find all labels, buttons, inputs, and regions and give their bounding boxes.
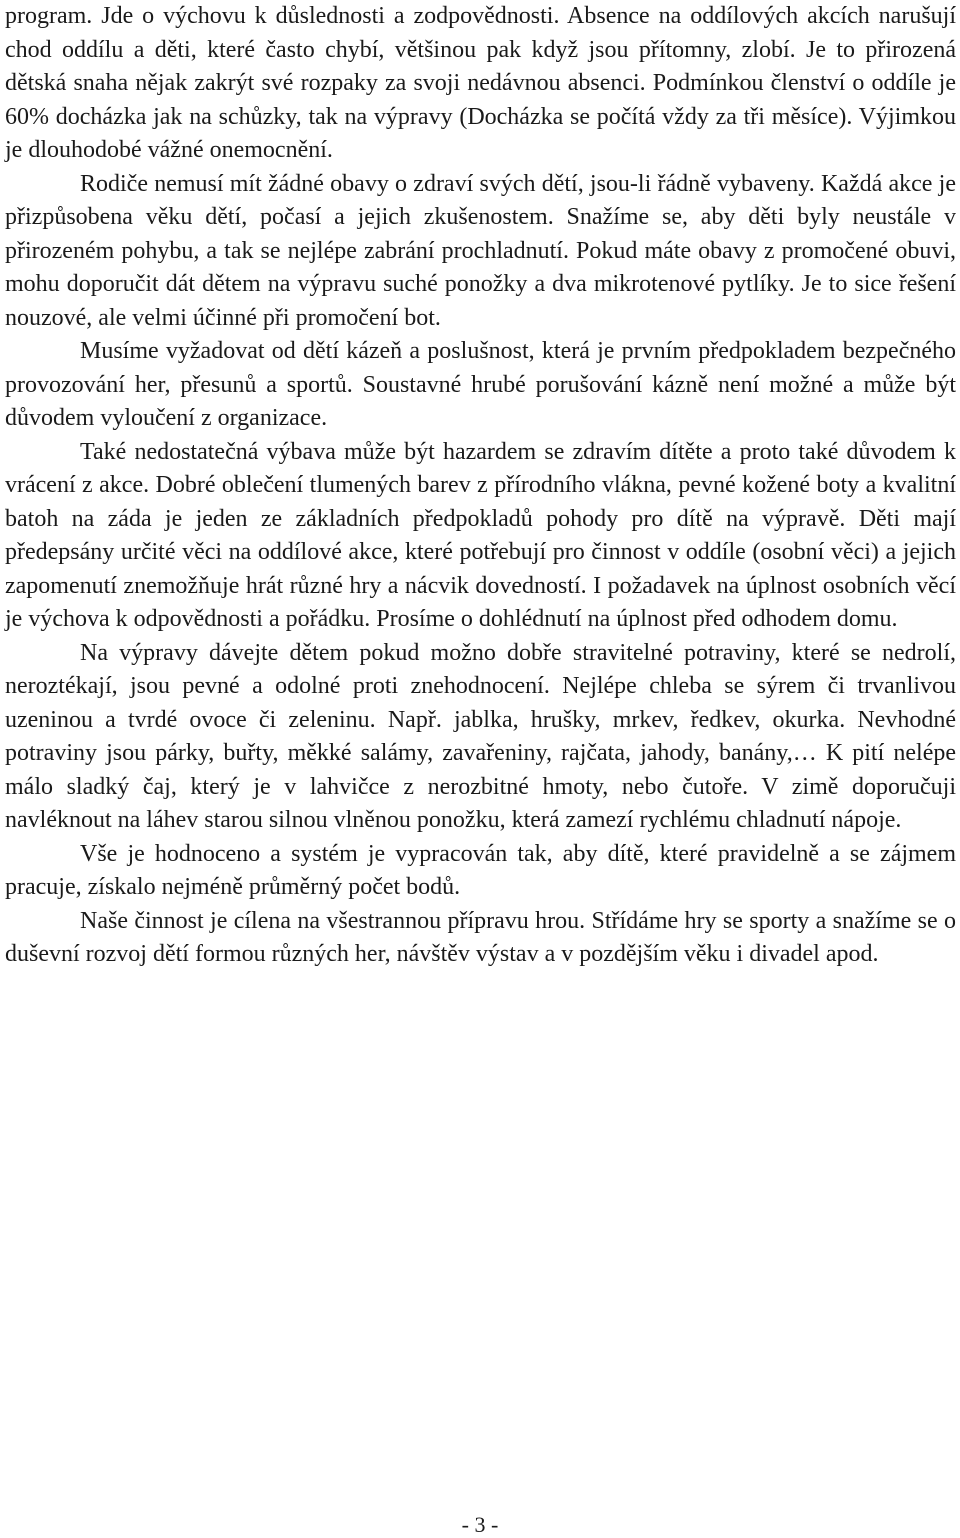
paragraph-gear: Také nedostatečná výbava může být hazardem se zdravím dítěte a proto také důvodem k vrácení z akce. Dobré oblečení tlumených barev z přírodního vlákna, pevné kožené boty a kvalitní batoh na záda je jeden ze základních předpokladů pohody pro dítě na výpravě. Děti mají předepsány určité věci na oddílové akce, které potřebují pro činnost v oddíle (osobní věci) a jejich zapomenutí znemožňuje hrát různé hry a nácvik dovedností. I požadavek na úplnost osobních věcí je výchova k odpovědnosti a pořádku. Prosíme o dohlédnutí na úplnost před odhodem domu. — [5, 438, 956, 632]
paragraph-health-equipment: Rodiče nemusí mít žádné obavy o zdraví svých dětí, jsou-li řádně vybaveny. Každá akce je přizpůsobena věku dětí, počasí a jejich zkušenostem. Snažíme se, aby děti byly neustále v přirozeném pohybu, a tak se nejlépe zabrání prochladnutí. Pokud máte obavy z promočené obuvi, mohu doporučit dát dětem na výpravu suché ponožky a dva mikrotenové pytlíky. Je to sice řešení nouzové, ale velmi účinné při promočení bot. — [5, 170, 956, 331]
paragraph-scoring: Vše je hodnoceno a systém je vypracován tak, aby dítě, které pravidelně a se zájmem pracuje, získalo nejméně průměrný počet bodů. — [5, 840, 956, 900]
document-body — [5, 0, 956, 972]
paragraph-attendance: program. Jde o výchovu k důslednosti a zodpovědnosti. Absence na oddílových akcích narušují chod oddílu a děti, které často chybí, většinou pak když jsou přítomny, zlobí. Je to přirozená dětská snaha nějak zakrýt své rozpaky za svoji nedávnou absenci. Podmínkou členství o oddíle je 60% docházka jak na schůzky, tak na výpravy (Docházka se počítá vždy za tři měsíce). Výjimkou je dlouhodobé vážné onemocnění. — [5, 3, 956, 163]
page-number — [0, 1512, 960, 1538]
paragraph-activities: Naše činnost je cílena na všestrannou přípravu hrou. Střídáme hry se sporty a snažíme se o duševní rozvoj dětí formou různých her, návštěv výstav a v pozdějším věku i divadel apod. — [5, 907, 956, 967]
paragraph-discipline: Musíme vyžadovat od dětí kázeň a poslušnost, která je prvním předpokladem bezpečného provozování her, přesunů a sportů. Soustavné hrubé porušování kázně není možné a může být důvodem vyloučení z organizace. — [5, 338, 956, 431]
paragraph-food: Na výpravy dávejte dětem pokud možno dobře stravitelné potraviny, které se nedrolí, neroztékají, jsou pevné a odolné proti znehodnocení. Nejlépe chleba se sýrem či trvanlivou uzeninou a tvrdé ovoce či zeleninu. Např. jablka, hrušky, mrkev, ředkev, okurka. Nevhodné potraviny jsou párky, buřty, měkké salámy, zavařeniny, rajčata, jahody, banány,… K pití nelépe málo sladký čaj, který je v lahvičce z nerozbitné hmoty, nebo čutoře. V zimě doporučuji navléknout na láhev starou silnou vlněnou ponožku, která zamezí rychlému chladnutí nápoje. — [5, 639, 956, 833]
page-number-text: - 3 - — [461, 1512, 499, 1537]
